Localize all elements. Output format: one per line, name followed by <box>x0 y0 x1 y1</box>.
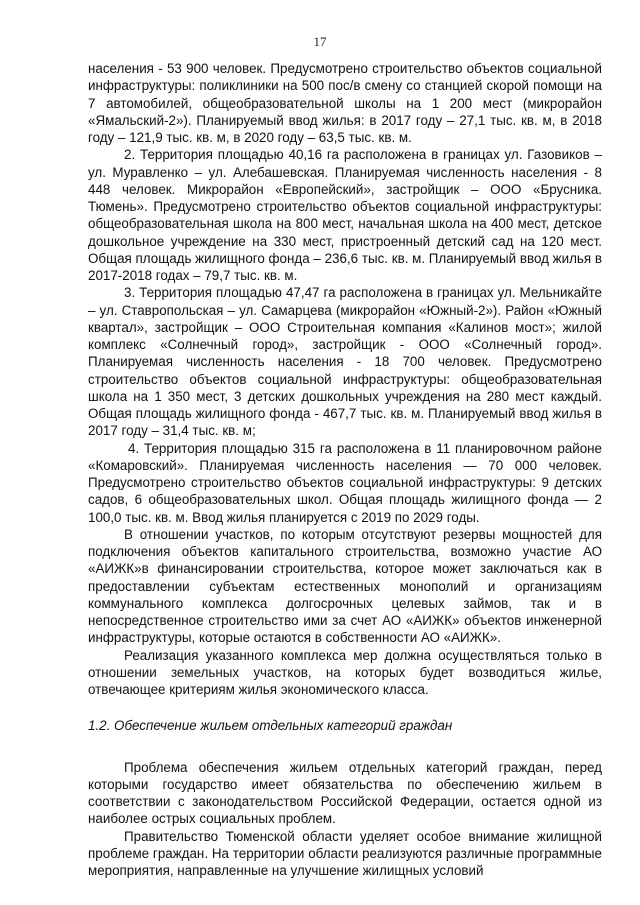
section-heading: 1.2. Обеспечение жильем отдельных категорий граждан <box>88 718 453 734</box>
page-number: 17 <box>313 34 327 49</box>
paragraph-economy-class: Реализация указанного комплекса мер должна осуществляться только в отношении земельных участков, на которых будет возводиться жилье, отвечающее критериям жилья экономического класса. <box>88 647 602 697</box>
paragraph-continuation: населения - 53 900 человек. Предусмотрено строительство объектов социальной инфраструктуры: поликлиники на 500 пос/в смену со станцией скорой помощи на 7 автомобилей, общеобразовательной школы на 1 200 мест (микрорайон «Ямальский-2»). Планируемый ввод жилья: в 2017 году – 27,1 тыс. кв. м, в 2018 году – 121,9 тыс. кв. м, в 2020 году – 63,5 тыс. кв. м. <box>88 61 602 145</box>
paragraph-territory-3: 3. Территория площадью 47,47 га расположена в границах ул. Мельникайте – ул. Ставропольская – ул. Самарцева (микрорайон «Южный-2»). Район «Южный квартал», застройщик – ООО Строительная компания «Калинов мост»; жилой комплекс «Солнечный город», застройщик - ООО «Солнечный город». Планируемая численность населения - 18 700 человек. Предусмотрено строительство объектов социальной инфраструктуры: общеобразовательная школа на 1 350 мест, 3 детских дошкольных учреждения на 280 мест каждый. Общая площадь жилищного фонда - 467,7 тыс. кв. м. Планируемый ввод жилья в 2017 году – 31,4 тыс. кв. м; <box>88 285 602 439</box>
paragraph-aizhk-financing: В отношении участков, по которым отсутствуют резервы мощностей для подключения объектов капитального строительства, возможно участие АО «АИЖК»в финансировании строительства, которое может заключаться как в предоставлении субъектам естественных монополий и организациям коммунального комплекса долгосрочных целевых займов, так и в непосредственное строительство ими за счет АО «АИЖК» объектов инженерной инфраструктуры, которые остаются в собственности АО «АИЖК». <box>88 526 602 646</box>
paragraph-housing-problem: Проблема обеспечения жильем отдельных категорий граждан, перед которыми государство имеет обязательства по обеспечению жильем в соответствии с законодательством Российской Федерации, остается одной из наиболее острых социальных проблем. <box>88 759 602 827</box>
paragraph-government-attention: Правительство Тюменской области уделяет особое внимание жилищной проблеме граждан. На территории области реализуются различные программные мероприятия, направленные на улучшение жилищных условий <box>88 828 602 878</box>
paragraph-territory-4: 4. Территория площадью 315 га расположена в 11 планировочном районе «Комаровский». Планируемая численность населения — 70 000 человек. Предусмотрено строительство объектов социальной инфраструктуры: 9 детских садов, 6 общеобразовательных школ. Общая площадь жилищного фонда — 2 100,0 тыс. кв. м. Ввод жилья планируется с 2019 по 2029 годы. <box>88 440 602 525</box>
paragraph-territory-2: 2. Территория площадью 40,16 га расположена в границах ул. Газовиков – ул. Муравленко – ул. Алебашевская. Планируемая численность населения - 8 448 человек. Микрорайон «Европейский», застройщик – ООО «Брусника. Тюмень». Предусмотрено строительство объектов социальной инфраструктуры: общеобразовательная школа на 800 мест, начальная школа на 400 мест, детское дошкольное учреждение на 330 мест, пристроенный детский сад на 120 мест. Общая площадь жилищного фонда – 236,6 тыс. кв. м. Планируемый ввод жилья в 2017-2018 годах – 79,7 тыс. кв. м. <box>88 147 602 283</box>
document-body <box>88 60 602 879</box>
